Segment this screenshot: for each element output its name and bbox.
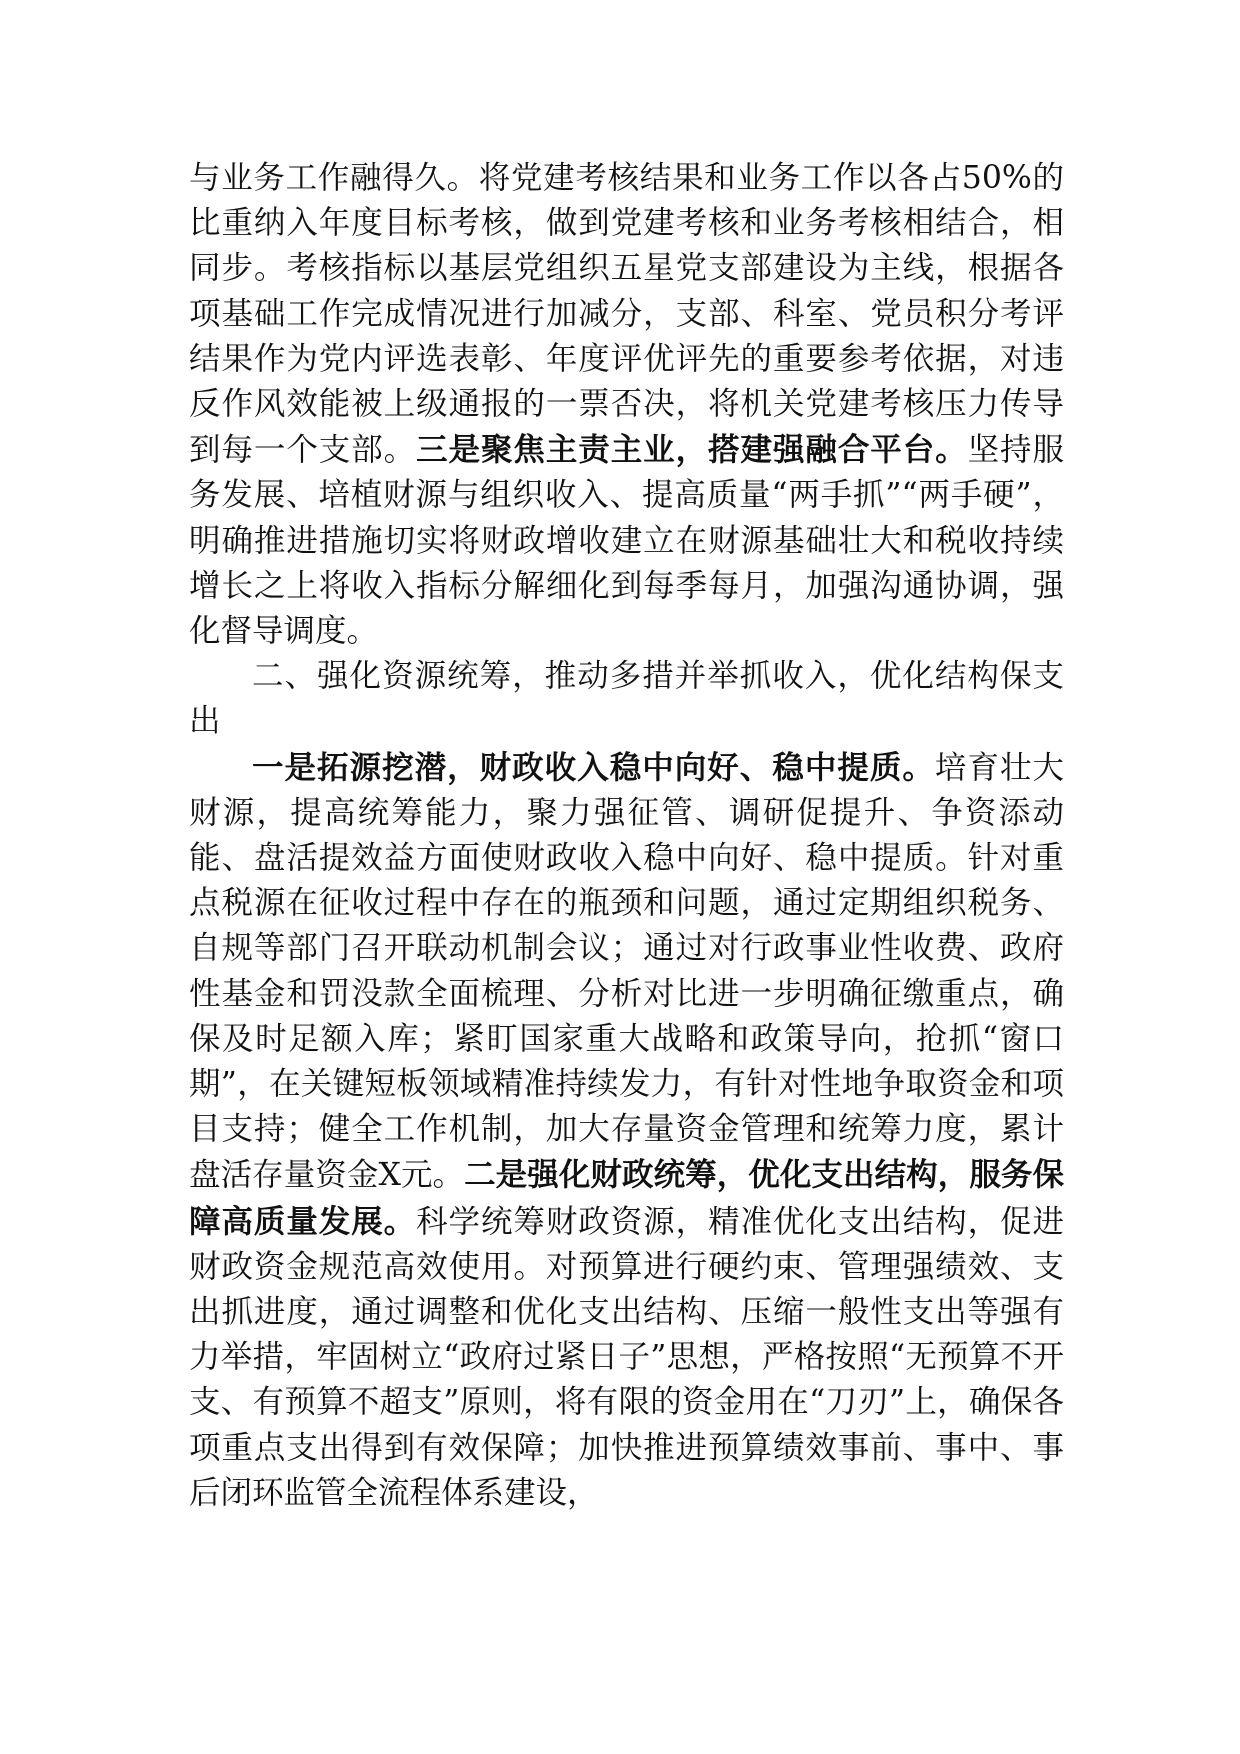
paragraph-3-run-2: 培育壮大财源，提高统筹能力，聚力强征管、调研促提升、争资添动能、盘活提效益方面使财政收入稳中向好、稳中提质。针对重点税源在征收过程中存在的瓶颈和问题，通过定期组织税务、自规等部门召开联动机制会议；通过对行政事业性收费、政府性基金和罚没款全面梳理、分析对比进一步明确征缴重点，确保及时足额入库；紧盯国家重大战略和政策导向，抢抓“窗口期”，在关键短板领域精准持续发力，有针对性地争取资金和项目支持；健全工作机制，加大存量资金管理和统筹力度，累计盘活存量资金X元。	[189, 749, 1064, 1194]
section-heading-text: 二、强化资源统筹，推动多措并举抓收入，优化结构保支出	[189, 658, 1064, 740]
paragraph-1	[189, 156, 1064, 654]
paragraph-3-heading-run-1: 一是拓源挖潜，财政收入稳中向好、稳中提质。	[252, 748, 935, 786]
paragraph-1-run-3: 坚持服务发展、培植财源与组织收入、提高质量“两手抓”“两手硬”，明确推进措施切实将财政增收建立在财源基础壮大和税收持续增长之上将收入指标分解细化到每季每月，加强沟通协调，强化督导调度。	[189, 432, 1064, 650]
document-body	[189, 156, 1064, 1516]
paragraph-1-run-1: 与业务工作融得久。将党建考核结果和业务工作以各占50%的比重纳入年度目标考核，做到党建考核和业务考核相结合，相同步。考核指标以基层党组织五星党支部建设为主线，根据各项基础工作完成情况进行加减分，支部、科室、党员积分考评结果作为党内评选表彰、年度评优评先的重要参考依据，对违反作风效能被上级通报的一票否决，将机关党建考核压力传导到每一个支部。	[189, 160, 1064, 469]
paragraph-1-heading-run: 三是聚焦主责主业，搭建强融合平台。	[416, 431, 968, 469]
paragraph-3	[189, 745, 1064, 1516]
paragraph-3-run-4: 科学统筹财政资源，精准优化支出结构，促进财政资金规范高效使用。对预算进行硬约束、管理强绩效、支出抓进度，通过调整和优化支出结构、压缩一般性支出等强有力举措，牢固树立“政府过紧日子”思想，严格按照“无预算不开支、有预算不超支”原则，将有限的资金用在“刀刃”上，确保各项重点支出得到有效保障；加快推进预算绩效事前、事中、事后闭环监管全流程体系建设，	[189, 1203, 1064, 1511]
paragraph-3-heading-run-2: 二是强化财政统筹，优化支出结构，服务保障高质量发展。	[189, 1156, 1064, 1240]
section-heading	[189, 654, 1064, 744]
